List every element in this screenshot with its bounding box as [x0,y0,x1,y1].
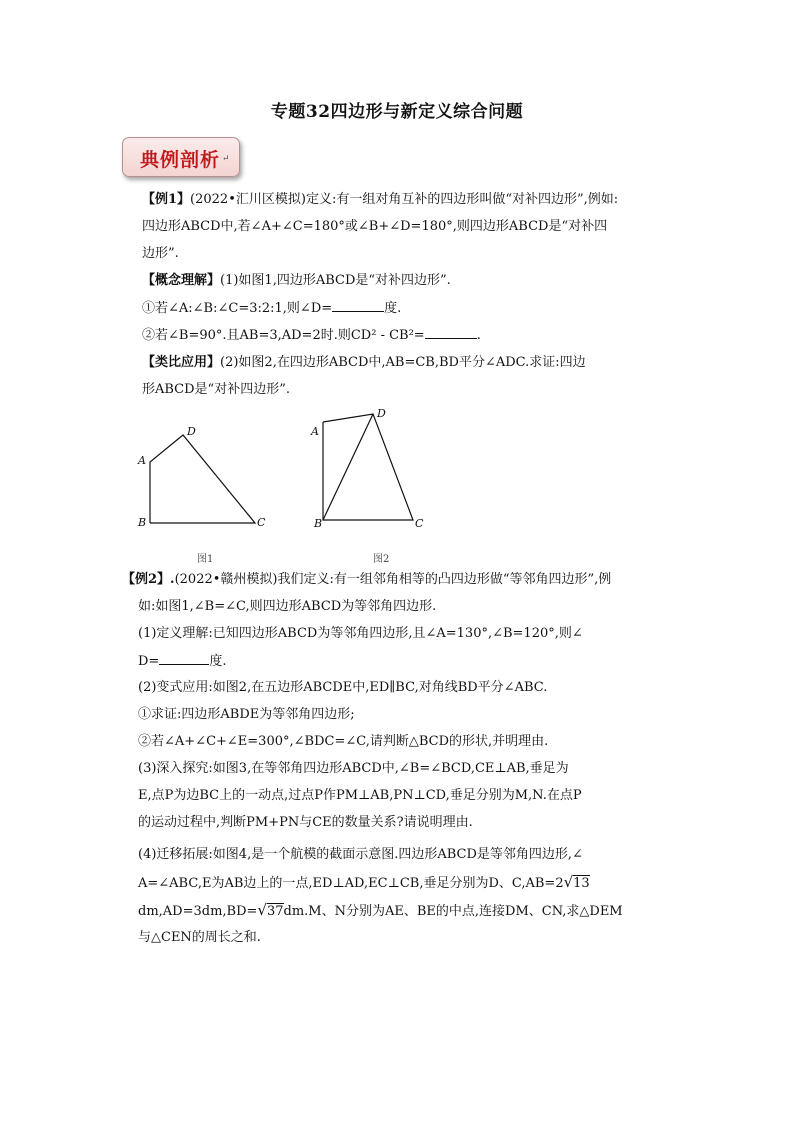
fig1-label-c: C [257,516,266,529]
ex2-p2: (2)变式应用:如图2,在五边形ABCDE中,ED∥BC,对角线BD平分∠ABC. [138,680,548,695]
apply-label: 【类比应用】 [142,355,221,370]
fig1-label-d: D [187,425,196,438]
answer-blank[interactable] [159,651,209,665]
apply-text: (2)如图2,在四边形ABCD中,AB=CB,BD平分∠ADC.求证:四边 [220,355,586,370]
answer-blank[interactable] [425,325,477,339]
ex2-line2: 如:如图1,∠B=∠C,则四边形ABCD为等邻角四边形. [138,599,437,614]
fig2-label-b: B [314,517,323,530]
ex1-source: (2022•汇川区模拟) [190,192,306,207]
ex2-p4: (4)迁移拓展:如图4,是一个航模的截面示意图.四边形ABCD是等邻角四边形,∠ [138,847,583,862]
section-badge [122,137,240,177]
ex2-intro: 我们定义:有一组邻角相等的凸四边形做“等邻角四边形”,例 [277,572,612,587]
fig2-label-c: C [415,517,424,530]
ex2-p2b: ②若∠A+∠C+∠E=300°,∠BDC=∠C,请判断△BCD的形状,并明理由. [138,734,549,749]
fig1-caption: 图1 [197,554,214,565]
ex2-p4b [138,872,590,894]
fig2-caption: 图2 [373,554,390,565]
ex2-p2a: ①求证:四边形ABDE为等邻角四边形; [138,707,355,722]
ex2-line1 [122,570,611,590]
ex1-apply2: 形ABCD是“对补四边形”. [142,382,290,397]
page-title: 专题32四边形与新定义综合问题 [270,102,524,122]
fig1-label-a: A [138,454,146,467]
ex1-intro: 定义:有一组对角互补的四边形叫做“对补四边形”,例如: [305,192,619,207]
fig2-quadrilateral [323,414,413,520]
concept-label: 【概念理解】 [142,273,221,288]
ex1-q1-text: ①若∠A:∠B:∠C=3:2:1,则∠D= [142,301,333,316]
fig2-label-d: D [377,407,386,420]
ex1-q2-text: ②若∠B=90°.且AB=3,AD=2时.则CD² - CB²= [142,328,425,343]
sqrt-37-value: 37 [266,904,284,919]
ex2-label: 【例2】. [122,572,175,587]
paragraph-mark: ↵ [222,154,230,164]
fig1-quadrilateral [150,435,255,523]
section-badge-label: 典例剖析 [140,149,221,171]
ex2-p1b [138,651,226,672]
ex1-line2: 四边形ABCD中,若∠A+∠C=180°或∠B+∠D=180°,则四边形ABCD是“对补四 [142,219,608,234]
ex1-q2 [142,325,481,346]
ex2-p4c-text-a: dm,AD=3dm,BD= [138,904,258,919]
ex2-p3c: 的运动过程中,判断PM+PN与CE的数量关系?请说明理由. [138,815,473,830]
ex1-q1 [142,298,401,319]
sqrt-37: √37 [257,901,284,919]
ex1-q2-end: . [476,328,481,343]
figure-2 [305,400,455,570]
fig1-label-b: B [138,516,147,529]
ex2-p3: (3)深入探究:如图3,在等邻角四边形ABCD中,∠B=∠BCD,CE⊥AB,垂足为 [138,761,569,776]
ex2-p4c [138,900,623,922]
fig2-label-a: A [311,425,319,438]
ex1-line1 [142,190,618,210]
ex1-q1-unit: 度. [384,301,402,316]
fig2-diagonal-bd [323,414,373,520]
concept-text: (1)如图1,四边形ABCD是“对补四边形”. [220,273,451,288]
sqrt-13-value: 13 [573,876,590,891]
ex2-p1: (1)定义理解:已知四边形ABCD为等邻角四边形,且∠A=130°,∠B=120°,则∠ [138,626,583,641]
ex1-line3: 边形”. [142,246,179,261]
ex2-p4d: 与△CEN的周长之和. [138,930,261,945]
ex2-p3b: E,点P为边BC上的一动点,过点P作PM⊥AB,PN⊥CD,垂足分别为M,N.在点P [138,788,582,803]
ex1-label: 【例1】 [142,192,191,207]
ex1-apply [142,353,586,373]
ex2-p1b-text: D= [138,654,160,669]
ex2-p4b-text: A=∠ABC,E为AB边上的一点,ED⊥AD,EC⊥CB,垂足分别为D、C,AB=2 [138,876,564,891]
ex2-source: (2022•赣州模拟) [174,572,278,587]
ex1-concept [142,271,451,291]
ex2-p1b-unit: 度. [209,654,227,669]
sqrt-13: √13 [563,873,590,891]
answer-blank[interactable] [332,298,384,312]
ex2-p4c-text-b: dm.M、N分别为AE、BE的中点,连接DM、CN,求△DEM [283,904,623,919]
figure-1 [130,420,280,570]
